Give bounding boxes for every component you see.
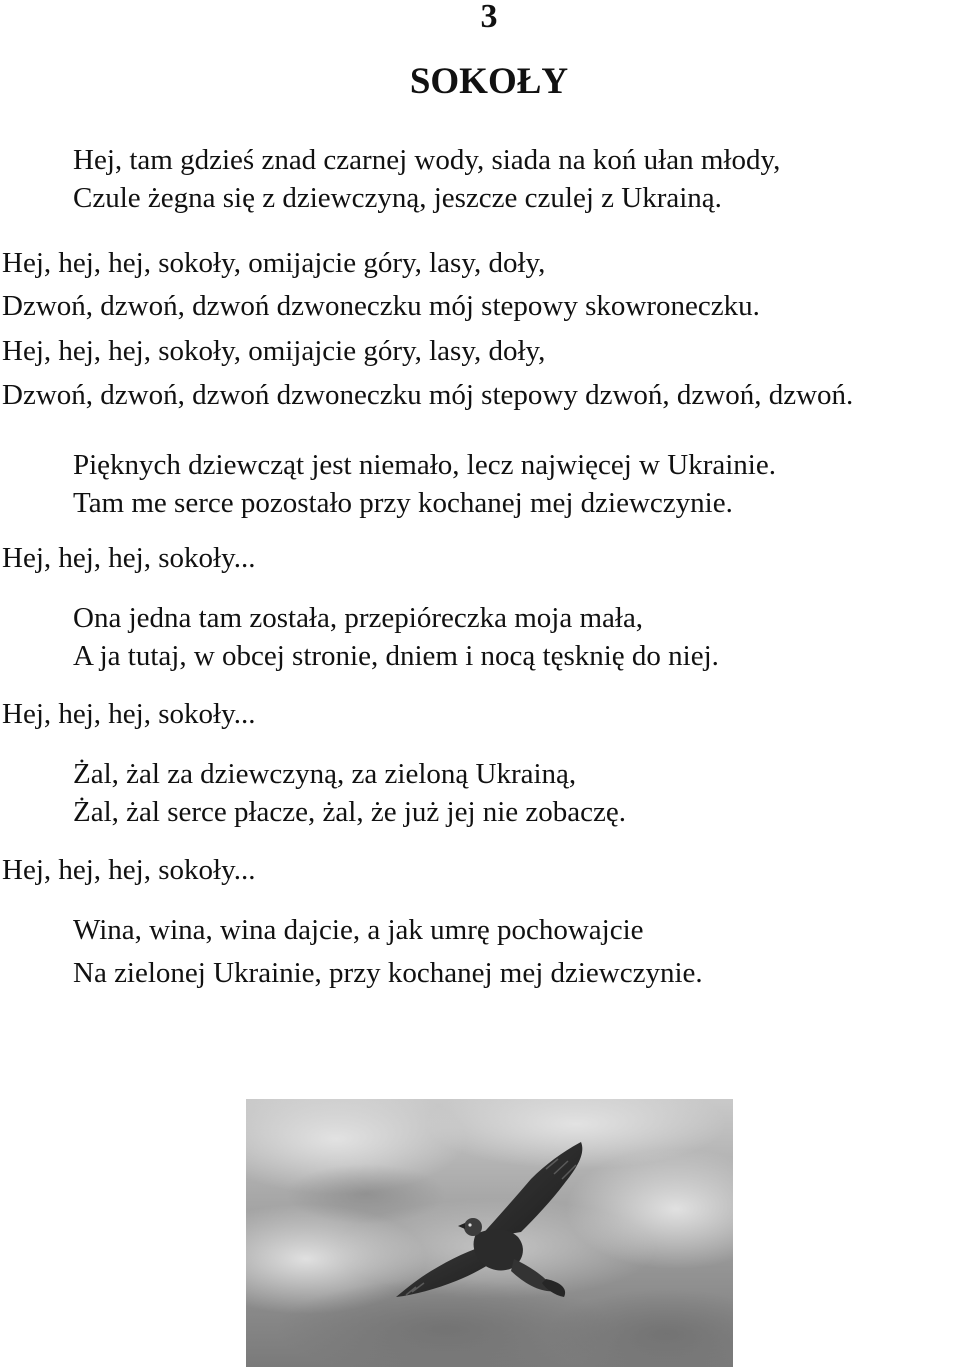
- falcon-in-sky-photo: [246, 1099, 733, 1367]
- chorus-line-4: Dzwoń, dzwoń, dzwoń dzwoneczku mój stepowy dzwoń, dzwoń, dzwoń.: [2, 379, 854, 411]
- verse-1-line-2: Czule żegna się z dziewczyną, jeszcze czulej z Ukrainą.: [73, 182, 722, 214]
- verse-2-line-1: Pięknych dziewcząt jest niemało, lecz najwięcej w Ukrainie.: [73, 449, 776, 481]
- chorus-short-3: Hej, hej, hej, sokoły...: [2, 854, 256, 886]
- song-title: SOKOŁY: [409, 61, 569, 102]
- verse-5-line-1: Wina, wina, wina dajcie, a jak umrę pochowajcie: [73, 914, 644, 946]
- verse-3-line-1: Ona jedna tam została, przepióreczka moja mała,: [73, 602, 644, 634]
- verse-2-line-2: Tam me serce pozostało przy kochanej mej dziewczynie.: [73, 487, 733, 519]
- verse-3-line-2: A ja tutaj, w obcej stronie, dniem i nocą tęsknię do niej.: [73, 640, 719, 672]
- chorus-line-3: Hej, hej, hej, sokoły, omijajcie góry, lasy, doły,: [2, 335, 546, 367]
- chorus-line-1: Hej, hej, hej, sokoły, omijajcie góry, lasy, doły,: [2, 247, 546, 279]
- chorus-short-1: Hej, hej, hej, sokoły...: [2, 542, 256, 574]
- verse-4-line-1: Żal, żal za dziewczyną, za zieloną Ukrainą,: [73, 758, 577, 790]
- chorus-line-2: Dzwoń, dzwoń, dzwoń dzwoneczku mój stepowy skowroneczku.: [2, 290, 760, 322]
- verse-1-line-1: Hej, tam gdzieś znad czarnej wody, siada na koń ułan młody,: [73, 144, 781, 176]
- chorus-short-2: Hej, hej, hej, sokoły...: [2, 698, 256, 730]
- page-number: 3: [480, 0, 498, 35]
- verse-4-line-2: Żal, żal serce płacze, żal, że już jej nie zobaczę.: [73, 796, 627, 828]
- verse-5-line-2: Na zielonej Ukrainie, przy kochanej mej dziewczynie.: [73, 957, 703, 989]
